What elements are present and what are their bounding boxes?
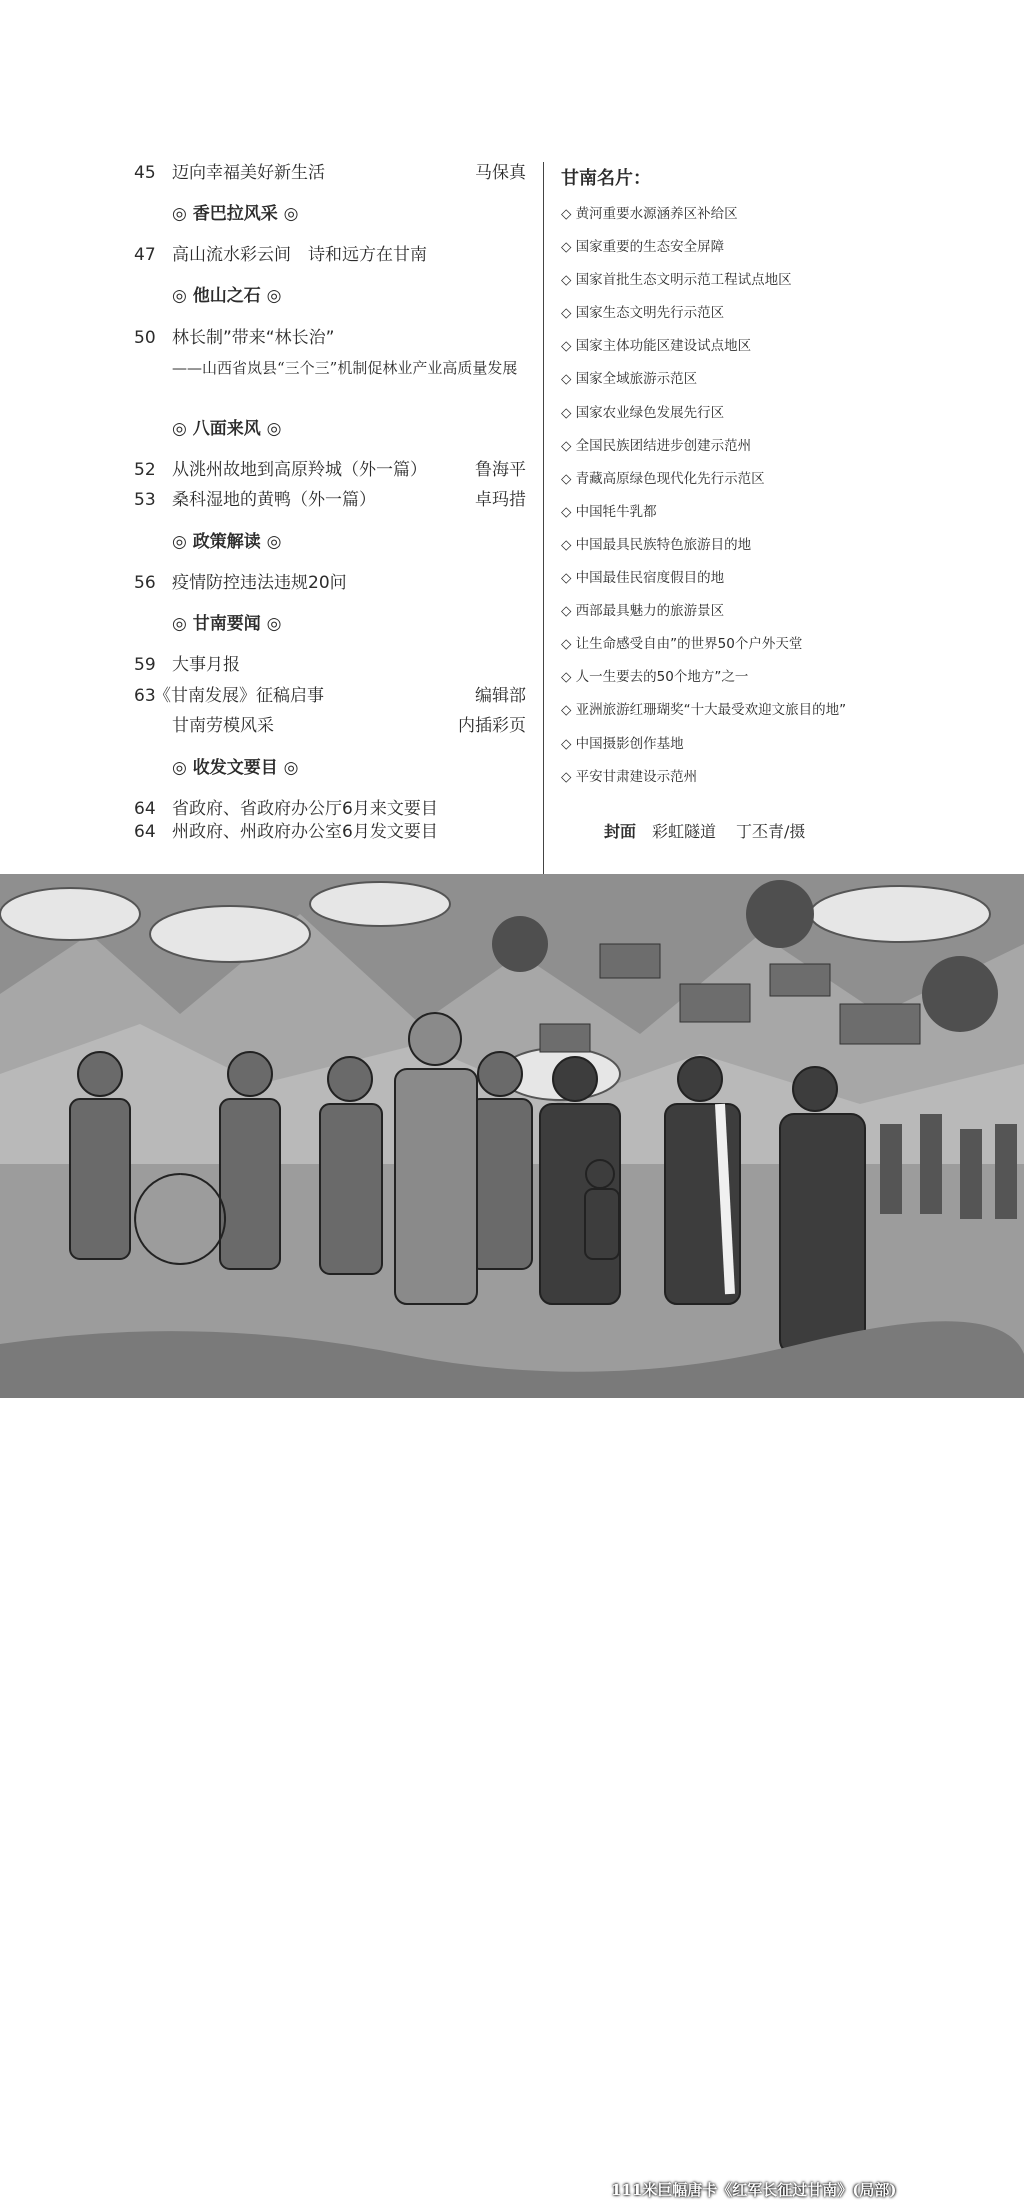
cover-photographer: 丁丕青/摄	[736, 822, 806, 841]
page-number: 53	[134, 490, 156, 510]
article-title: 迈向幸福美好新生活	[172, 163, 325, 183]
list-item: ◇ 西部最具魅力的旅游景区	[561, 603, 725, 620]
article-title: 省政府、省政府办公厅6月来文要目	[172, 799, 438, 819]
cover-credit	[604, 819, 805, 842]
article-author: 鲁海平	[475, 460, 526, 480]
article-author: 内插彩页	[458, 716, 526, 736]
article-author: 编辑部	[475, 686, 526, 706]
cover-title: 彩虹隧道	[652, 822, 717, 841]
list-item: ◇ 国家首批生态文明示范工程试点地区	[561, 272, 792, 289]
page-number: 56	[134, 573, 156, 593]
page-number: 52	[134, 460, 156, 480]
section-heading: ◎ 香巴拉风采 ◎	[172, 204, 299, 224]
toc-entry[interactable]	[134, 487, 526, 513]
article-title: 大事月报	[172, 655, 240, 675]
section-heading: ◎ 八面来风 ◎	[172, 419, 282, 439]
list-item: ◇ 国家主体功能区建设试点地区	[561, 338, 752, 355]
article-title: 《甘南发展》征稿启事	[154, 686, 324, 706]
article-title: 从洮州故地到高原羚城（外一篇）	[172, 460, 427, 480]
toc-entry[interactable]	[134, 570, 526, 596]
page-number: 59	[134, 655, 156, 675]
list-item: ◇ 青藏高原绿色现代化先行示范区	[561, 470, 765, 487]
list-item: ◇ 国家农业绿色发展先行区	[561, 404, 725, 421]
list-item: ◇ 平安甘肃建设示范州	[561, 768, 698, 785]
page-number: 45	[134, 163, 156, 183]
article-title: 甘南劳模风采	[172, 716, 274, 736]
section-heading: ◎ 收发文要目 ◎	[172, 758, 299, 778]
section-heading: ◎ 政策解读 ◎	[172, 532, 282, 552]
thangka-artwork	[0, 874, 1024, 2199]
toc-entry[interactable]	[134, 819, 526, 845]
page-number: 63	[134, 686, 156, 706]
cards-list	[561, 204, 846, 800]
toc-entry[interactable]	[134, 683, 526, 709]
section-heading: ◎ 甘南要闻 ◎	[172, 614, 282, 634]
page-number: 64	[134, 799, 156, 819]
toc-entry[interactable]	[134, 160, 526, 186]
thangka-illustration	[0, 874, 1024, 1398]
list-item: ◇ 中国牦牛乳都	[561, 503, 657, 520]
page-number: 47	[134, 245, 156, 265]
column-divider	[543, 162, 544, 874]
page-number: 50	[134, 328, 156, 348]
list-item: ◇ 亚洲旅游红珊瑚奖“十大最受欢迎文旅目的地”	[561, 702, 847, 719]
page-number: 64	[134, 822, 156, 842]
list-item: ◇ 中国最具民族特色旅游目的地	[561, 536, 752, 553]
section-heading: ◎ 他山之石 ◎	[172, 286, 282, 306]
list-item: ◇ 让生命感受自由”的世界50个户外天堂	[561, 636, 803, 653]
article-title: 疫情防控违法违规20问	[172, 573, 347, 593]
toc-entry[interactable]	[134, 457, 526, 483]
toc-entry[interactable]	[134, 652, 526, 678]
list-item: ◇ 中国摄影创作基地	[561, 735, 684, 752]
list-item: ◇ 人一生要去的50个地方”之一	[561, 669, 749, 686]
article-title: 高山流水彩云间 诗和远方在甘南	[172, 245, 427, 265]
list-item: ◇ 国家重要的生态安全屏障	[561, 239, 725, 256]
toc-entry[interactable]	[134, 713, 526, 739]
cover-label: 封面	[604, 822, 637, 841]
list-item: ◇ 国家全域旅游示范区	[561, 371, 698, 388]
list-item: ◇ 中国最佳民宿度假目的地	[561, 570, 725, 587]
article-title: 桑科湿地的黄鸭（外一篇）	[172, 490, 376, 510]
article-title: 州政府、州政府办公室6月发文要目	[172, 822, 438, 842]
article-title: 林长制”带来“林长治”	[172, 328, 335, 348]
list-item: ◇ 全国民族团结进步创建示范州	[561, 437, 752, 454]
article-subtitle: ——山西省岚县“三个三”机制促林业产业高质量发展	[172, 359, 518, 377]
artwork-caption: 111米巨幅唐卡《红军长征过甘南》(局部)	[611, 2181, 897, 2199]
cards-heading: 甘南名片：	[561, 168, 651, 189]
article-author: 马保真	[475, 163, 526, 183]
article-author: 卓玛措	[475, 490, 526, 510]
toc-entry[interactable]	[134, 242, 526, 268]
list-item: ◇ 国家生态文明先行示范区	[561, 305, 725, 322]
list-item: ◇ 黄河重要水源涵养区补给区	[561, 206, 738, 222]
toc-entry[interactable]	[134, 325, 526, 351]
